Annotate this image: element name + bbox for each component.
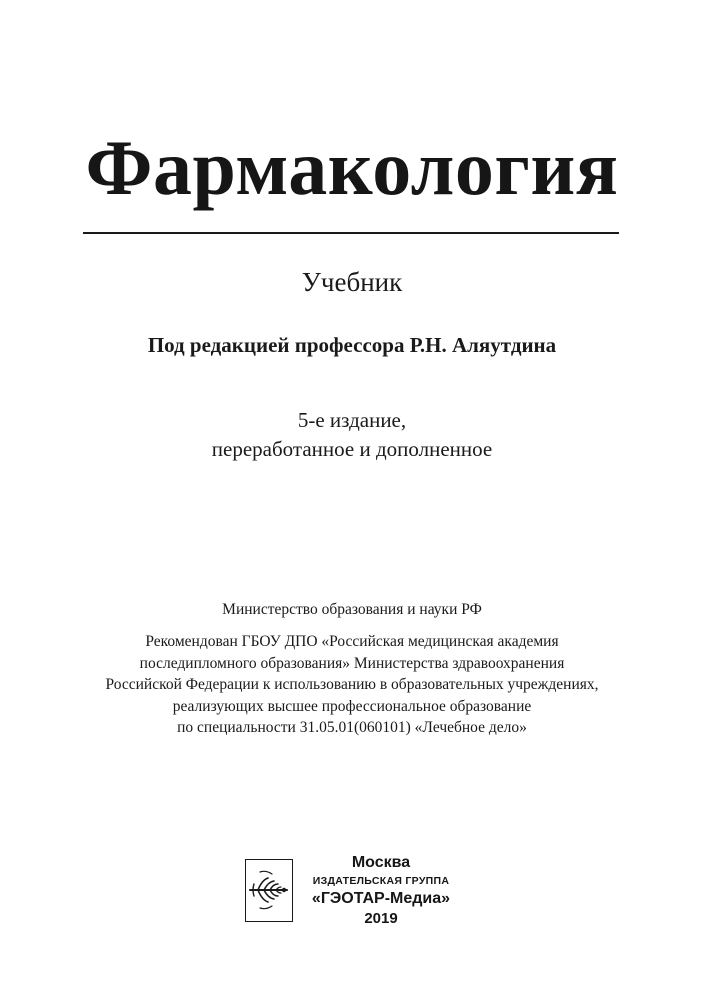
geotar-logo-icon	[245, 859, 293, 922]
publisher-block	[245, 853, 465, 933]
ministry-name: Министерство образования и науки РФ	[222, 601, 482, 618]
edition-note: переработанное и дополненное	[211, 437, 493, 461]
recommendation-line: реализующих высшее профессиональное образование	[172, 697, 532, 715]
edition-number: 5-е издание,	[297, 408, 407, 432]
title-divider	[83, 232, 619, 234]
publisher-name: «ГЭОТАР-Медиа»	[311, 890, 451, 907]
recommendation-line: по специальности 31.05.01(060101) «Лечебное дело»	[177, 719, 527, 736]
book-subtitle: Учебник	[301, 267, 403, 297]
recommendation-line: Рекомендован ГБОУ ДПО «Российская медицинская академия	[145, 633, 559, 650]
publisher-text	[297, 853, 465, 929]
publisher-city: Москва	[351, 854, 411, 871]
book-title: Фармакология	[85, 124, 619, 211]
publisher-group: ИЗДАТЕЛЬСКАЯ ГРУППА	[312, 875, 450, 887]
editor-credit: Под редакцией профессора Р.Н. Аляутдина	[147, 333, 557, 357]
edition-info	[0, 406, 704, 464]
publication-year: 2019	[364, 910, 398, 927]
recommendation-line: последипломного образования» Министерства здравоохранения	[139, 654, 565, 672]
recommendation-text	[0, 631, 704, 739]
recommendation-line: Российской Федерации к использованию в образовательных учреждениях,	[105, 676, 599, 693]
